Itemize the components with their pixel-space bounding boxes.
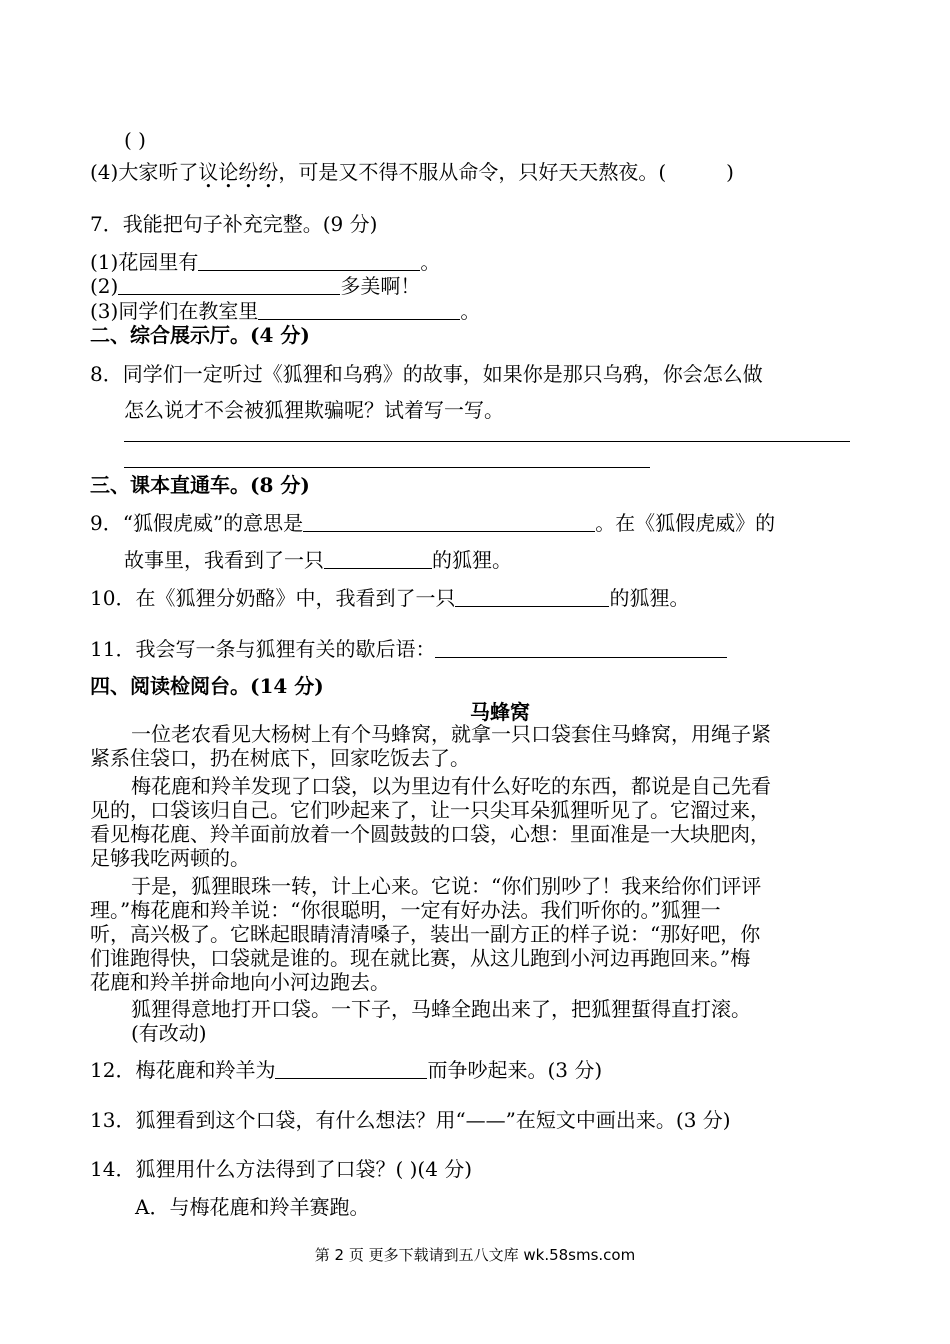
q9-text-tail: 。在《狐假虎威》的	[595, 511, 776, 535]
passage-line: 听，高兴极了。它眯起眼睛清清嗓子，装出一副方正的样子说：“那好吧，你	[90, 922, 761, 946]
section-3-heading: 三、课本直通车。(8 分)	[90, 473, 310, 497]
fill-blank[interactable]	[435, 637, 727, 658]
q6-item4-post: ，可是又不得不服从命令，只好天天熬夜。(	[278, 160, 667, 184]
section-2-heading: 二、综合展示厅。(4 分)	[90, 323, 310, 347]
q7-item1-label: (1)花园里有	[90, 250, 199, 274]
dotted-char: 论	[218, 160, 239, 184]
fill-blank[interactable]	[275, 1058, 427, 1079]
q9-line-1	[90, 511, 775, 535]
q9-line2-tail: 的狐狸。	[432, 548, 512, 572]
q11-text: 11．我会写一条与狐狸有关的歇后语：	[90, 637, 436, 661]
q8-line-1: 8．同学们一定听过《狐狸和乌鸦》的故事，如果你是那只乌鸦，你会怎么做	[90, 362, 763, 386]
q11	[90, 637, 727, 661]
passage-line: 于是，狐狸眼珠一转，计上心来。它说：“你们别吵了！我来给你们评评	[131, 874, 762, 898]
answer-line[interactable]	[124, 441, 850, 442]
passage-line: 看见梅花鹿、羚羊面前放着一个圆鼓鼓的口袋，心想：里面准是一大块肥肉，	[90, 822, 770, 846]
q12-text: 12．梅花鹿和羚羊为	[90, 1058, 276, 1082]
passage-title: 马蜂窝	[470, 700, 530, 724]
passage-line: 梅花鹿和羚羊发现了口袋，以为里边有什么好吃的东西，都说是自己先看	[131, 774, 771, 798]
q14: 14．狐狸用什么方法得到了口袋？( )(4 分)	[90, 1157, 473, 1181]
passage-line: 们谁跑得快，口袋就是谁的。现在就比赛，从这儿跑到小河边再跑回来。”梅	[90, 946, 751, 970]
q10-text: 10．在《狐狸分奶酪》中，我看到了一只	[90, 586, 456, 610]
passage-line: 理。”梅花鹿和羚羊说：“你很聪明，一定有好办法。我们听你的。”狐狸一	[90, 898, 721, 922]
q7-item-2	[90, 274, 420, 298]
q12	[90, 1058, 602, 1082]
q8-line-2: 怎么说才不会被狐狸欺骗呢？试着写一写。	[124, 398, 504, 422]
fill-blank[interactable]	[324, 548, 432, 569]
fill-blank[interactable]	[303, 511, 595, 532]
q7-item-1	[90, 250, 440, 274]
passage-line: 见的，口袋该归自己。它们吵起来了，让一只尖耳朵狐狸听见了。它溜过来，	[90, 798, 770, 822]
q9-line2-text: 故事里，我看到了一只	[124, 548, 324, 572]
passage-line: 狐狸得意地打开口袋。一下子，马蜂全跑出来了，把狐狸蜇得直打滚。	[131, 997, 751, 1021]
section-4-heading: 四、阅读检阅台。(14 分)	[90, 674, 324, 698]
passage-line: 花鹿和羚羊拼命地向小河边跑去。	[90, 970, 390, 994]
passage-line: 紧系住袋口，扔在树底下，回家吃饭去了。	[90, 746, 470, 770]
fill-blank[interactable]	[455, 586, 609, 607]
q7-item2-end: 多美啊！	[340, 274, 421, 298]
passage-source: (有改动)	[131, 1021, 207, 1045]
dotted-char: 纷	[238, 160, 259, 184]
fill-blank[interactable]	[118, 274, 340, 295]
q9-text: 9．“狐假虎威”的意思是	[90, 511, 304, 535]
q12-tail: 而争吵起来。(3 分)	[427, 1058, 603, 1082]
q6-item4-close: )	[726, 160, 734, 184]
dotted-char: 纷	[258, 160, 279, 184]
fill-blank[interactable]	[258, 299, 460, 320]
passage-line: 一位老农看见大杨树上有个马蜂窝，就拿一只口袋套住马蜂窝，用绳子紧	[131, 722, 771, 746]
q10	[90, 586, 689, 610]
q9-line-2	[124, 548, 512, 572]
q7-item1-end: 。	[420, 250, 441, 274]
answer-line[interactable]	[124, 467, 650, 468]
q6-answer-paren: ( )	[124, 128, 146, 152]
q14-option-a[interactable]: A．与梅花鹿和羚羊赛跑。	[135, 1195, 370, 1219]
q7-item2-label: (2)	[90, 274, 119, 298]
q7-item-3	[90, 299, 480, 323]
q7-title: 7．我能把句子补充完整。(9 分)	[90, 212, 378, 236]
page-footer: 第 2 页 更多下载请到五八文库 wk.58sms.com	[314, 1246, 636, 1264]
passage-line: 足够我吃两顿的。	[90, 846, 250, 870]
q10-tail: 的狐狸。	[609, 586, 690, 610]
fill-blank[interactable]	[198, 250, 420, 271]
q7-item3-end: 。	[460, 299, 481, 323]
q7-item3-label: (3)同学们在教室里	[90, 299, 259, 323]
q6-item4-pre: (4)大家听了	[90, 160, 199, 184]
dotted-char: 议	[198, 160, 219, 184]
q6-item-4	[90, 160, 734, 184]
q13: 13．狐狸看到这个口袋，有什么想法？用“——”在短文中画出来。(3 分)	[90, 1108, 731, 1132]
